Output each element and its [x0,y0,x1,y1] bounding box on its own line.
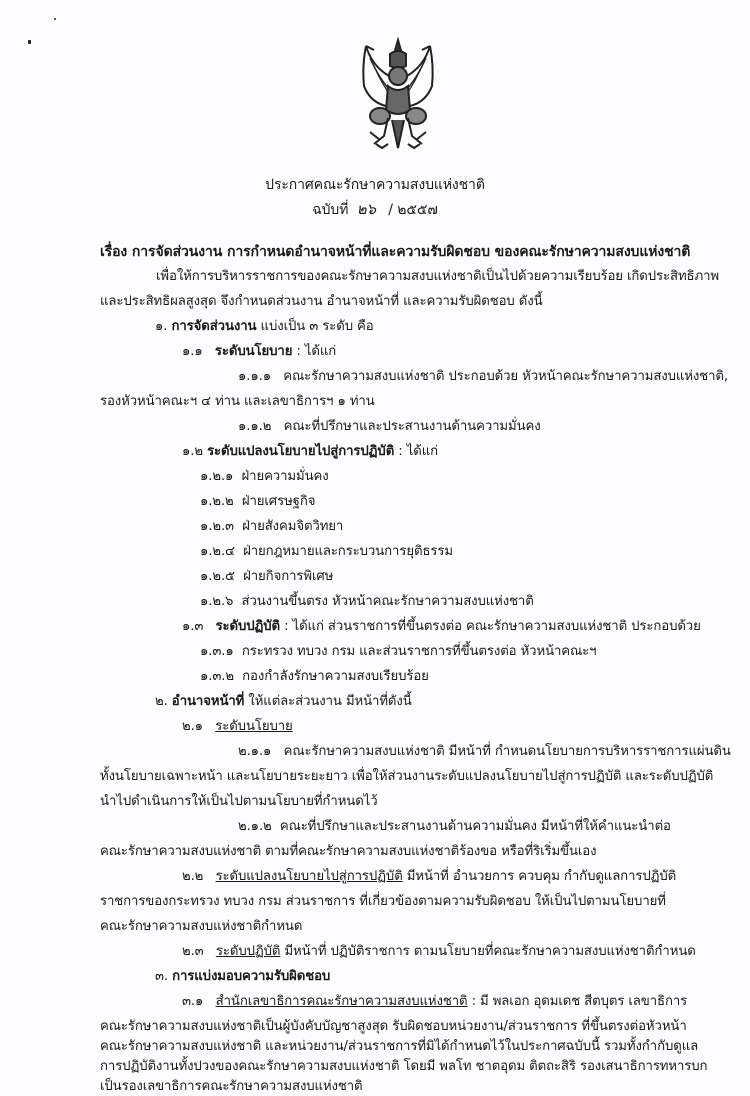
item-1-1-1-cont: รองหัวหน้าคณะฯ ๔ ท่าน และเลขาธิการฯ ๑ ท่าน [100,394,375,409]
item-2-1-2: ๒.๑.๒ คณะที่ปรึกษาและประสานงานด้านความมั่นคง มีหน้าที่ให้คำแนะนำต่อ [238,819,671,834]
section-2-2-heading: ๒.๒ ระดับแปลงนโยบายไปสู่การปฏิบัติ มีหน้าที่ อำนวยการ ควบคุม กำกับดูแลการปฏิบัติ [182,869,677,884]
number-year: / ๒๕๕๗ [388,202,438,218]
item-1-2-2: ๑.๒.๒ ฝ่ายเศรษฐกิจ [200,494,316,509]
item-2-1-1: ๒.๑.๑ คณะรักษาความสงบแห่งชาติ มีหน้าที่ กำหนดนโยบายการบริหารราชการแผ่นดิน [238,744,731,759]
intro-line-1: เพื่อให้การบริหารราชการของคณะรักษาความสงบแห่งชาติเป็นไปด้วยความเรียบร้อย เกิดประสิทธิภาพ [156,269,719,284]
announcement-issuer: ประกาศคณะรักษาความสงบแห่งชาติ [265,177,485,193]
section-3-1-cont-3: การปฏิบัติงานทั้งปวงของคณะรักษาความสงบแห่งชาติ โดยมี พลโท ชาตอุดม ติตถะสิริ รองเสนาธิการทหารบก [100,1059,708,1074]
section-3-1-heading: ๓.๑ สำนักเลขาธิการคณะรักษาความสงบแห่งชาติ : มี พลเอก อุดมเดช สีตบุตร เลขาธิการ [182,994,688,1009]
number-label: ฉบับที่ [312,202,349,218]
section-2-2-cont-2: คณะรักษาความสงบแห่งชาติกำหนด [100,919,303,934]
number-value: ๒๖ [356,200,376,218]
garuda-emblem-icon [352,36,444,156]
item-1-3-1: ๑.๓.๑ กระทรวง ทบวง กรม และส่วนราชการที่ขึ้นตรงต่อ หัวหน้าคณะฯ [200,644,597,659]
item-2-1-1-cont-2: นำไปดำเนินการให้เป็นไปตามนโยบายที่กำหนดไว้ [100,794,378,809]
item-2-1-1-cont-1: ทั้งนโยบายเฉพาะหน้า และนโยบายระยะยาว เพื่อให้ส่วนงานระดับแปลงนโยบายไปสู่การปฏิบัติ และระดับปฏิบัติ [100,769,714,784]
announcement-number [0,200,750,219]
intro-line-2: และประสิทธิผลสูงสุด จึงกำหนดส่วนงาน อำนาจหน้าที่ และความรับผิดชอบ ดังนี้ [100,294,543,309]
scan-speck [54,18,56,20]
item-1-2-3: ๑.๒.๓ ฝ่ายสังคมจิตวิทยา [200,519,344,534]
section-1-3-heading: ๑.๓ ระดับปฏิบัติ : ได้แก่ ส่วนราชการที่ขึ้นตรงต่อ คณะรักษาความสงบแห่งชาติ ประกอบด้วย [182,619,701,634]
item-1-2-6: ๑.๒.๖ ส่วนงานขึ้นตรง หัวหน้าคณะรักษาความสงบแห่งชาติ [200,594,534,609]
section-1-heading: ๑. การจัดส่วนงาน แบ่งเป็น ๓ ระดับ คือ [155,319,374,334]
section-1-1-heading: ๑.๑ ระดับนโยบาย : ได้แก่ [182,344,337,359]
item-1-2-1: ๑.๒.๑ ฝ่ายความมั่นคง [200,469,329,484]
item-1-2-5: ๑.๒.๕ ฝ่ายกิจการพิเศษ [200,569,334,584]
item-1-1-1: ๑.๑.๑ คณะรักษาความสงบแห่งชาติ ประกอบด้วย หัวหน้าคณะรักษาความสงบแห่งชาติ, [238,369,728,384]
item-1-2-4: ๑.๒.๔ ฝ่ายกฎหมายและกระบวนการยุติธรรม [200,544,453,559]
section-3-heading: ๓. การแบ่งมอบความรับผิดชอบ [155,969,331,984]
item-1-3-2: ๑.๓.๒ กองกำลังรักษาความสงบเรียบร้อย [200,669,429,684]
scan-speck [28,40,31,44]
item-2-1-2-cont-1: คณะรักษาความสงบแห่งชาติ ตามที่คณะรักษาความสงบแห่งชาติร้องขอ หรือที่ริเริ่มขึ้นเอง [100,844,597,859]
subject-line: เรื่อง การจัดส่วนงาน การกำหนดอำนาจหน้าที่และความรับผิดชอบ ของคณะรักษาความสงบแห่งชาติ [100,244,691,260]
section-2-1-heading: ๒.๑ ระดับนโยบาย [182,719,293,734]
section-3-1-cont-4: เป็นรองเลขาธิการคณะรักษาความสงบแห่งชาติ [100,1079,363,1094]
section-2-2-cont-1: ราชการของกระทรวง ทบวง กรม ส่วนราชการ ที่เกี่ยวข้องตามความรับผิดชอบ ให้เป็นไปตามนโยบายที่ [100,894,666,909]
section-2-3-heading: ๒.๓ ระดับปฏิบัติ มีหน้าที่ ปฏิบัติราชการ ตามนโยบายที่คณะรักษาความสงบแห่งชาติกำหนด [182,944,696,959]
item-1-1-2: ๑.๑.๒ คณะที่ปรึกษาและประสานงานด้านความมั่นคง [238,419,541,434]
section-3-1-cont-1: คณะรักษาความสงบแห่งชาติเป็นผู้บังคับบัญชาสูงสุด รับผิดชอบหน่วยงาน/ส่วนราชการ ที่ขึ้นตรงต่อหัวหน้า [100,1019,687,1034]
section-1-2-heading: ๑.๒ ระดับแปลงนโยบายไปสู่การปฏิบัติ : ได้แก่ [182,444,438,459]
section-2-heading: ๒. อำนาจหน้าที่ ให้แต่ละส่วนงาน มีหน้าที่ดังนี้ [155,694,412,709]
section-3-1-cont-2: คณะรักษาความสงบแห่งชาติ และหน่วยงาน/ส่วนราชการที่มิได้กำหนดไว้ในประกาศฉบับนี้ รวมทั้งกำกับดูแล [100,1039,699,1054]
